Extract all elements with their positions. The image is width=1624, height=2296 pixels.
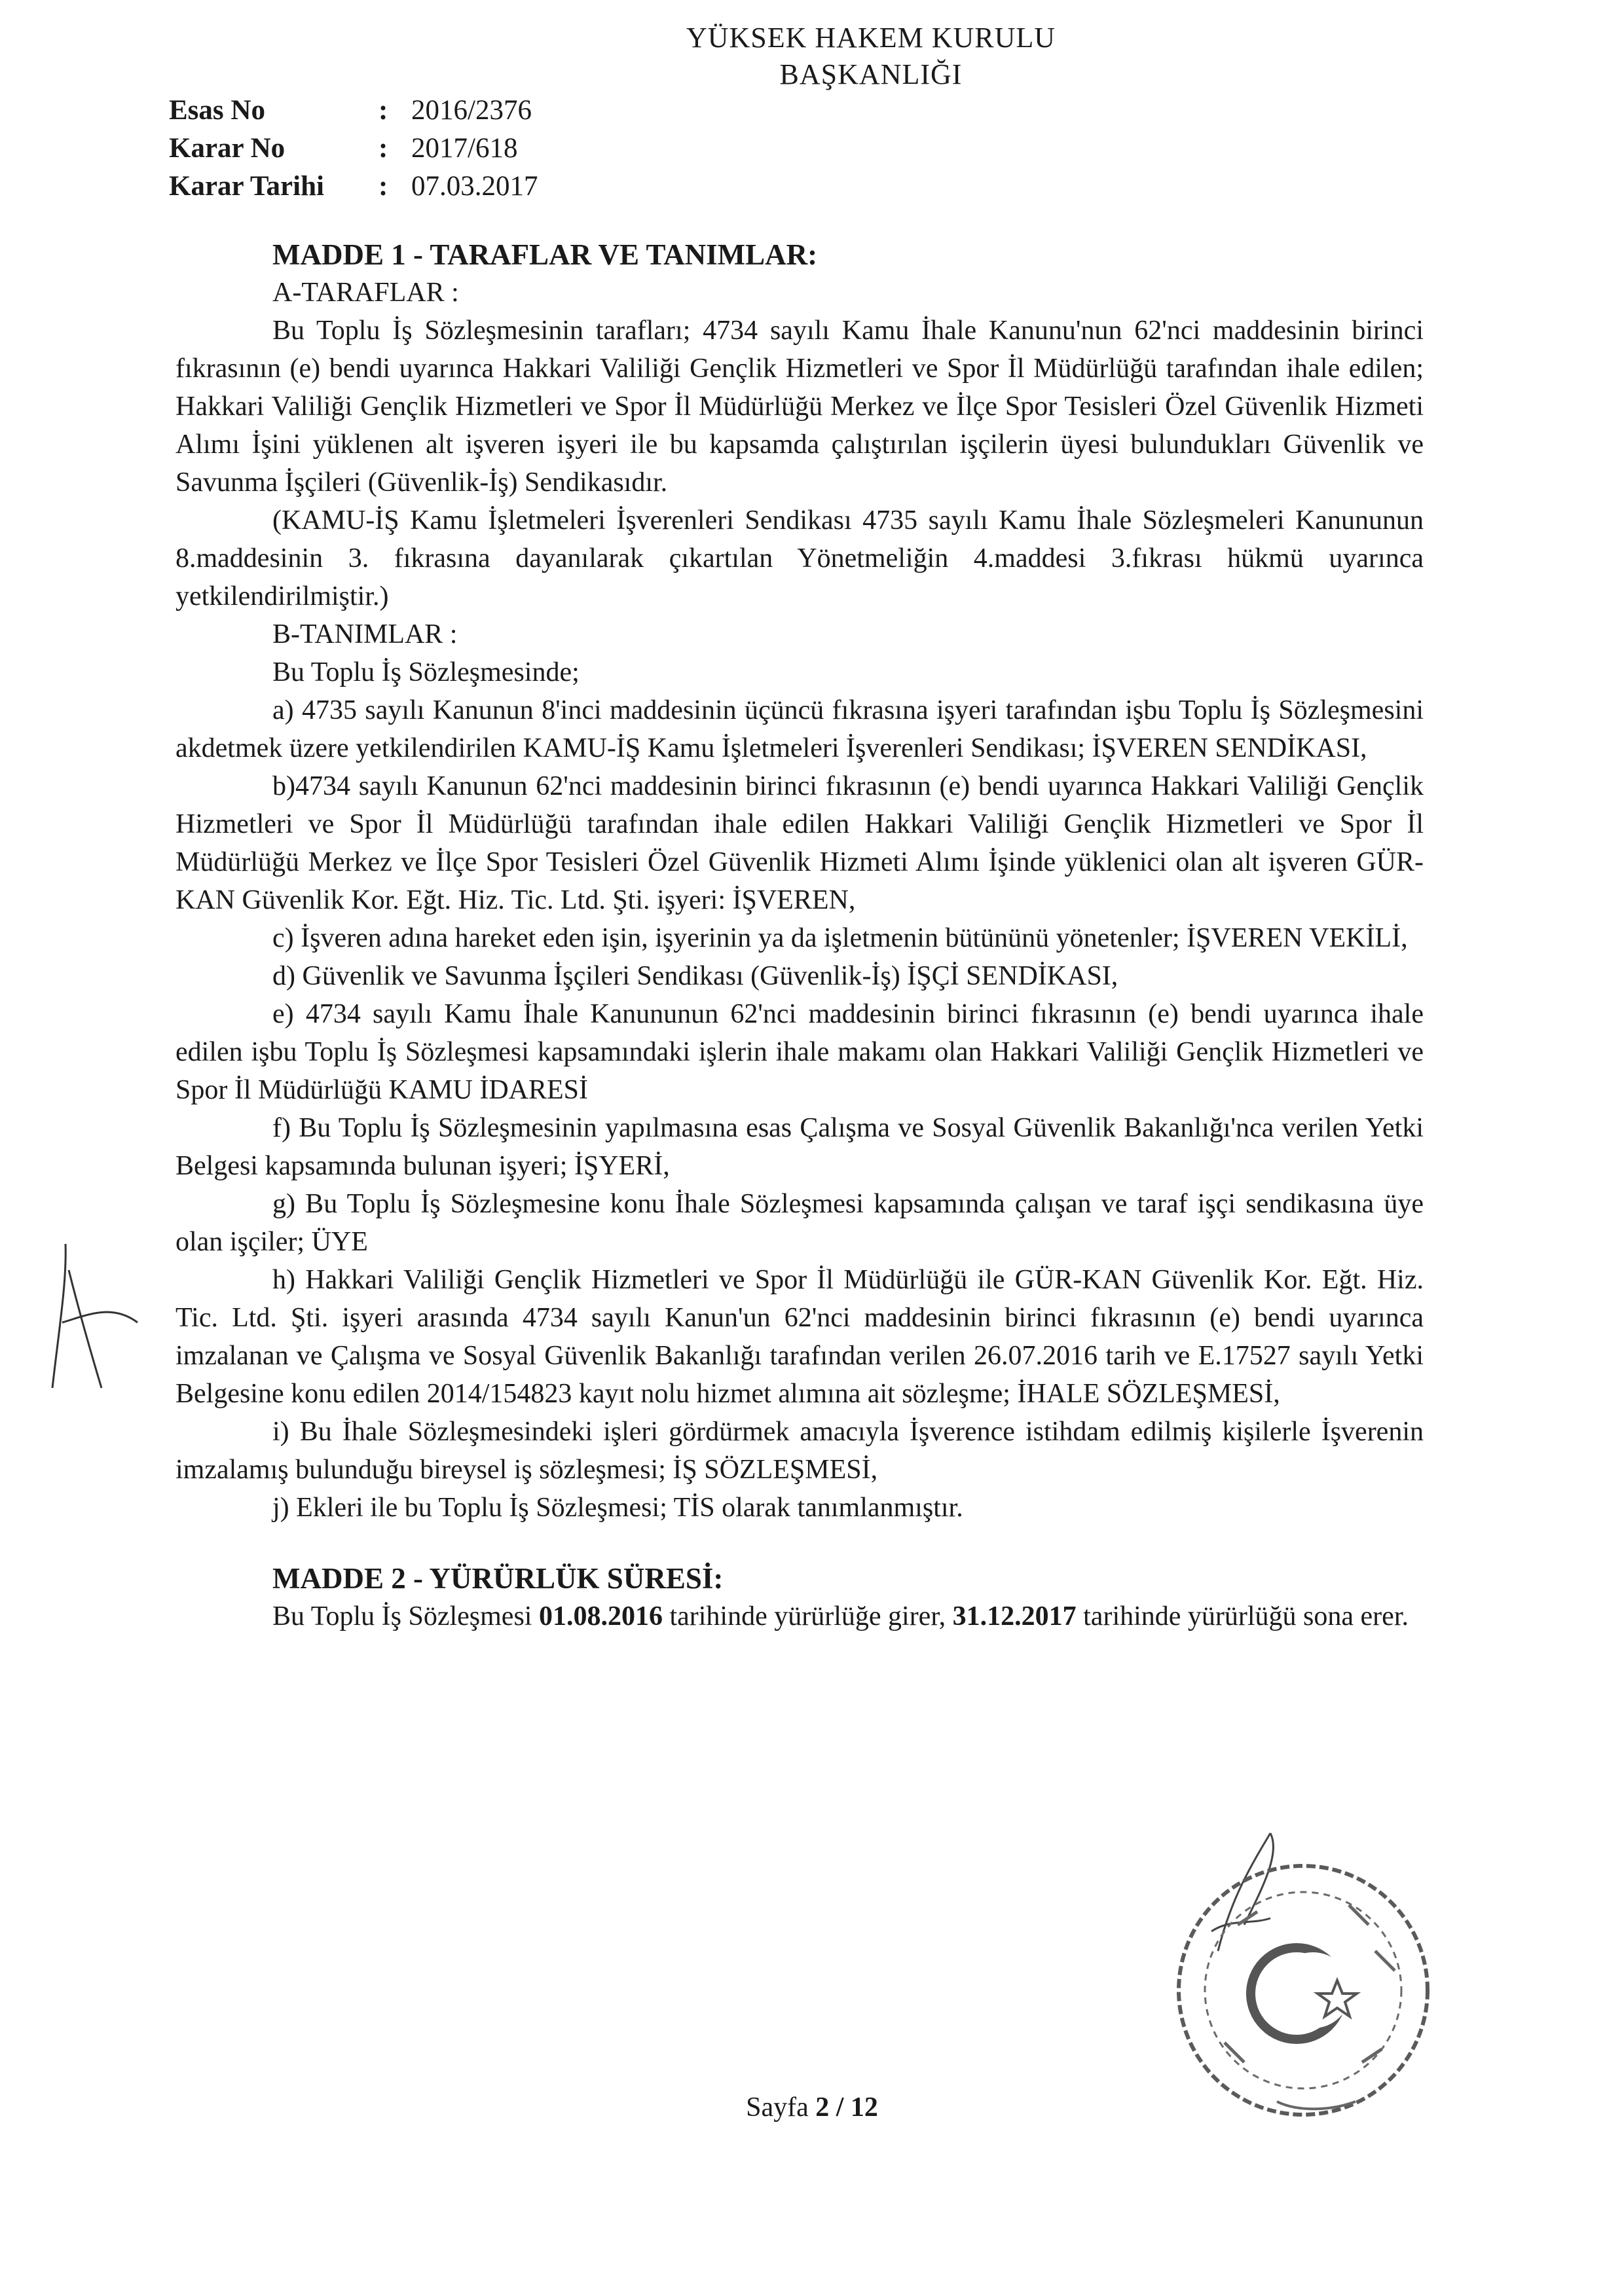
definition-item-h: h) Hakkari Valiliği Gençlik Hizmetleri ve Spor İl Müdürlüğü ile GÜR-KAN Güvenlik Kor. Eğt. Hiz. Tic. Ltd. Şti. işyeri arasında 4734 sayılı Kanun'un 62'nci maddesinin birinci fıkrasının (e) bendi uyarınca imzalanan ve Çalışma ve Sosyal Güvenlik Bakanlığı tarafından verilen 26.07.2016 tarih ve E.17527 sayılı Yetki Belgesine konu edilen 2014/154823 kayıt nolu hizmet alımına ait sözleşme; İHALE SÖZLEŞMESİ, — [175, 1265, 1424, 1409]
meta-value: 2017/618 — [411, 133, 518, 164]
madde-2-text-2: tarihinde yürürlüğe girer, — [662, 1601, 953, 1631]
meta-label: Karar No — [169, 133, 286, 164]
definition-item-i: i) Bu İhale Sözleşmesindeki işleri gördürmek amacıyla İşverence istihdam edilmiş kişilerle İşverenin imzalamış bulunduğu bireysel iş sözleşmesi; İŞ SÖZLEŞMESİ, — [175, 1417, 1424, 1485]
definition-item-e: e) 4734 sayılı Kamu İhale Kanununun 62'nci maddesinin birinci fıkrasının (e) bendi uyarınca ihale edilen işbu Toplu İş Sözleşmesi kapsamındaki işlerin ihale makamı olan Hakkari Valiliği Gençlik Hizmetleri ve Spor İl Müdürlüğü KAMU İDARESİ — [175, 999, 1424, 1105]
start-date: 01.08.2016 — [538, 1601, 663, 1631]
issuer-header — [0, 20, 1624, 93]
document-body — [175, 236, 1424, 1635]
madde-2-text-1: Bu Toplu İş Sözleşmesi — [272, 1601, 539, 1631]
meta-separator: : — [378, 133, 388, 164]
definition-item-f: f) Bu Toplu İş Sözleşmesinin yapılmasına esas Çalışma ve Sosyal Güvenlik Bakanlığı'nca verilen Yetki Belgesi kapsamında bulunan işyeri; İŞYERİ, — [175, 1113, 1424, 1181]
page-prefix: Sayfa — [746, 2092, 816, 2123]
a-taraflar-note: (KAMU-İŞ Kamu İşletmeleri İşverenleri Sendikası 4735 sayılı Kamu İhale Sözleşmeleri Kanununun 8.maddesinin 3. fıkrasına dayanılarak çıkartılan Yönetmeliğin 4.maddesi 3.fıkrası hükmü uyarınca yetkilendirilmiştir.) — [175, 505, 1424, 611]
madde-2-heading: MADDE 2 - YÜRÜRLÜK SÜRESİ: — [272, 1562, 724, 1595]
definition-item-d: d) Güvenlik ve Savunma İşçileri Sendikası (Güvenlik-İş) İŞÇİ SENDİKASI, — [272, 961, 1118, 991]
madde-2-paragraph — [175, 1597, 1424, 1635]
issuer-line-1: YÜKSEK HAKEM KURULU — [686, 22, 1056, 54]
madde-1-heading: MADDE 1 - TARAFLAR VE TANIMLAR: — [272, 238, 818, 271]
meta-row-tarih — [169, 168, 538, 206]
a-taraflar-heading: A-TARAFLAR : — [272, 278, 459, 308]
case-metadata — [169, 92, 538, 206]
madde-2-text-3: tarihinde yürürlüğü sona erer. — [1076, 1601, 1409, 1631]
definition-item-a: a) 4735 sayılı Kanunun 8'inci maddesinin üçüncü fıkrasına işyeri tarafından işbu Toplu İş Sözleşmesini akdetmek üzere yetkilendirilen KAMU-İŞ Kamu İşletmeleri İşverenleri Sendikası; İŞVEREN SENDİKASI, — [175, 695, 1424, 763]
end-date: 31.12.2017 — [952, 1601, 1077, 1631]
meta-label: Karar Tarihi — [169, 171, 324, 202]
definition-item-g: g) Bu Toplu İş Sözleşmesine konu İhale Sözleşmesi kapsamında çalışan ve taraf işçi sendikasına üye olan işçiler; ÜYE — [175, 1189, 1424, 1257]
meta-separator: : — [378, 171, 388, 202]
b-tanimlar-heading: B-TANIMLAR : — [272, 619, 458, 649]
definition-item-b: b)4734 sayılı Kanunun 62'nci maddesinin birinci fıkrasının (e) bendi uyarınca Hakkari Valiliği Gençlik Hizmetleri ve Spor İl Müdürlüğü tarafından ihale edilen Hakkari Valiliği Gençlik Hizmetleri ve Spor İl Müdürlüğü Merkez ve İlçe Spor Tesisleri Özel Güvenlik Hizmeti Alımı İşinde yüklenici olan alt işveren GÜR-KAN Güvenlik Kor. Eğt. Hiz. Tic. Ltd. Şti. işyeri: İŞVEREN, — [175, 771, 1424, 915]
meta-value: 2016/2376 — [411, 95, 532, 126]
meta-label: Esas No — [169, 95, 265, 126]
meta-separator: : — [378, 95, 388, 126]
page-footer — [0, 2092, 1624, 2123]
handwritten-initial — [39, 1231, 144, 1401]
definition-item-j: j) Ekleri ile bu Toplu İş Sözleşmesi; TİS olarak tanımlanmıştır. — [272, 1493, 963, 1523]
official-seal-stamp — [1166, 1853, 1441, 2128]
a-taraflar-paragraph: Bu Toplu İş Sözleşmesinin tarafları; 4734 sayılı Kamu İhale Kanunu'nun 62'nci maddesinin birinci fıkrasının (e) bendi uyarınca Hakkari Valiliği Gençlik Hizmetleri ve Spor İl Müdürlüğü tarafından ihale edilen; Hakkari Valiliği Gençlik Hizmetleri ve Spor İl Müdürlüğü Merkez ve İlçe Spor Tesisleri Özel Güvenlik Hizmeti Alımı İşini yüklenen alt işveren işyeri ile bu kapsamda çalıştırılan işçilerin üyesi bulundukları Güvenlik ve Savunma İşçileri (Güvenlik-İş) Sendikasıdır. — [175, 316, 1424, 498]
meta-row-karar — [169, 130, 538, 168]
b-tanimlar-intro: Bu Toplu İş Sözleşmesinde; — [272, 657, 580, 687]
issuer-line-2: BAŞKANLIĞI — [779, 58, 963, 90]
meta-row-esas — [169, 92, 538, 130]
definition-item-c: c) İşveren adına hareket eden işin, işyerinin ya da işletmenin bütününü yönetenler; İŞVEREN VEKİLİ, — [272, 923, 1408, 953]
meta-value: 07.03.2017 — [411, 171, 538, 202]
page-number: 2 / 12 — [815, 2092, 878, 2123]
